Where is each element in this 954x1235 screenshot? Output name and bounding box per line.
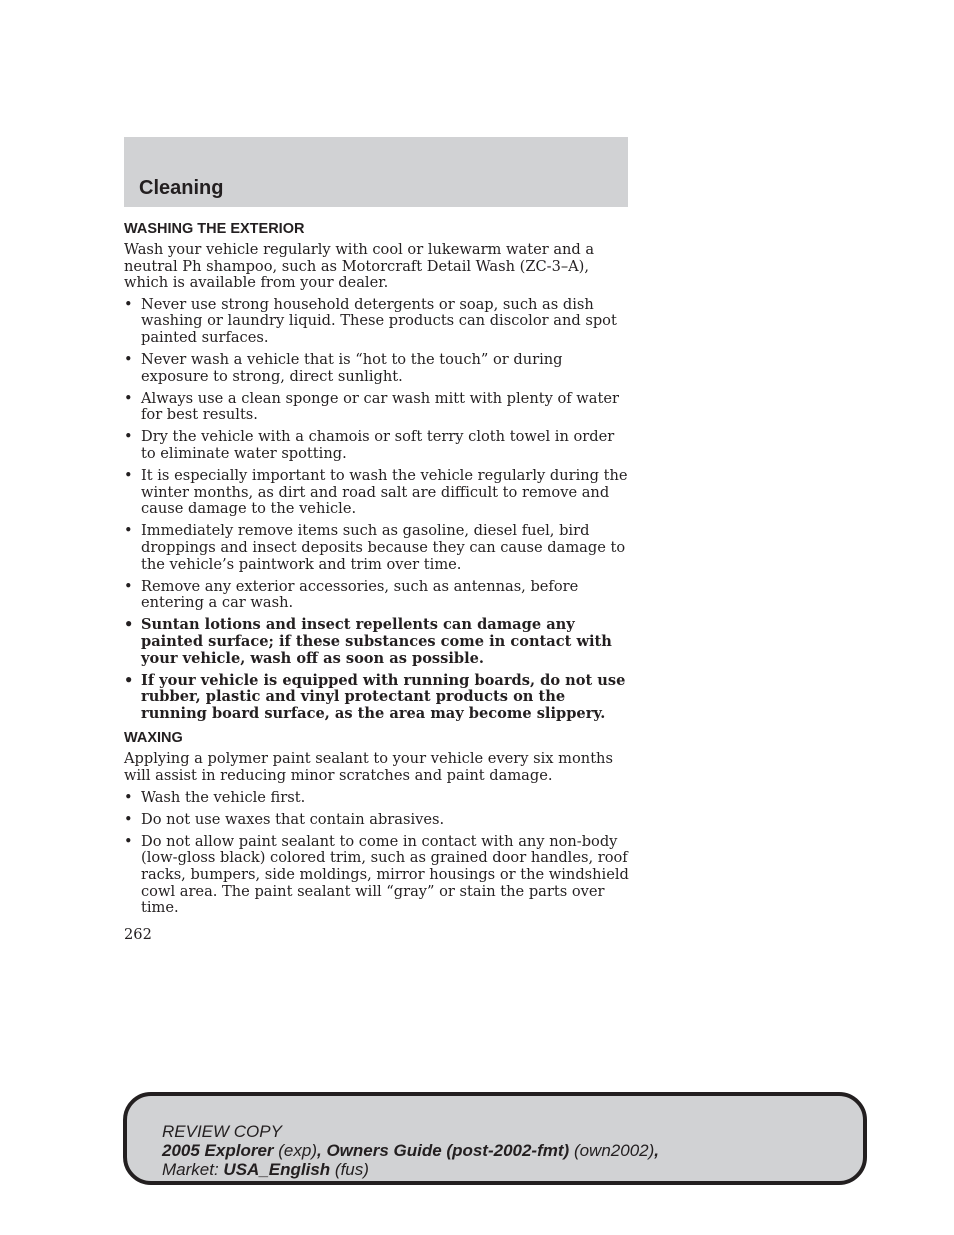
list-item: • Remove any exterior accessories, such as antennas, before entering a car wash. — [124, 577, 579, 612]
list-item: • Dry the vehicle with a chamois or soft terry cloth towel in order to eliminate water spotting. — [124, 428, 615, 463]
review-copy-text — [162, 1122, 659, 1179]
review-market-line — [162, 1160, 659, 1179]
review-model: 2005 Explorer — [162, 1141, 274, 1160]
review-model-code: (exp) — [278, 1141, 317, 1160]
list-item: • Do not use waxes that contain abrasives. — [124, 810, 445, 828]
warning-list-item: • If your vehicle is equipped with running boards, do not use rubber, plastic and vinyl protectant products on the running board surface, as the area may become slippery. — [124, 671, 626, 722]
section-header-band — [124, 137, 628, 207]
review-label: REVIEW COPY — [162, 1122, 282, 1141]
list-item: • Always use a clean sponge or car wash mitt with plenty of water for best results. — [124, 389, 619, 424]
review-guide-code: (own2002) — [573, 1141, 655, 1160]
bullet-icon: • — [124, 351, 133, 369]
bullet-icon: • — [124, 428, 133, 446]
review-copy-box — [123, 1092, 867, 1185]
waxing-heading: WAXING — [124, 730, 183, 747]
washing-bullet-list — [124, 297, 630, 723]
review-guide: Owners Guide (post-2002-fmt) — [326, 1141, 570, 1160]
bullet-icon: • — [124, 810, 133, 828]
bullet-icon: • — [124, 671, 134, 689]
bullet-icon: • — [124, 389, 133, 407]
list-item: • It is especially important to wash the vehicle regularly during the winter months, as dirt and road salt are difficult to remove and cause damage to the vehicle. — [124, 467, 628, 518]
washing-intro: Wash your vehicle regularly with cool or lukewarm water and a neutral Ph shampoo, such as Motorcraft Detail Wash (ZC-3–A), which is available from your dealer. — [124, 241, 595, 292]
page-content — [124, 221, 630, 925]
list-item: • Never use strong household detergents or soap, such as dish washing or laundry liquid. These products can discolor and spot painted surfaces. — [124, 295, 617, 346]
review-market: USA_English — [223, 1160, 331, 1179]
bullet-icon: • — [124, 467, 133, 485]
washing-heading: WASHING THE EXTERIOR — [124, 221, 305, 237]
list-item: • Do not allow paint sealant to come in contact with any non-body (low-gloss black) colored trim, such as grained door handles, roof racks, bumpers, side moldings, mirror housings or the windshield cowl area. The paint sealant will “gray” or stain the parts over time. — [124, 832, 629, 917]
bullet-icon: • — [124, 295, 133, 313]
section-title: Cleaning — [139, 177, 224, 199]
waxing-intro: Applying a polymer paint sealant to your vehicle every six months will assist in reducing minor scratches and paint damage. — [124, 750, 613, 785]
list-item: • Immediately remove items such as gasoline, diesel fuel, bird droppings and insect deposits because they can cause damage to the vehicle’s paintwork and trim over time. — [124, 522, 626, 573]
bullet-icon: • — [124, 616, 134, 634]
warning-list-item: • Suntan lotions and insect repellents can damage any painted surface; if these substances come in contact with your vehicle, wash off as soon as possible. — [124, 616, 612, 667]
list-item: • Wash the vehicle first. — [124, 788, 306, 806]
page-number: 262 — [124, 926, 152, 943]
review-market-label: Market: — [162, 1160, 219, 1179]
review-product-line: 2005 Explorer (exp), Owners Guide (post-2002-fmt) (own2002), — [162, 1141, 659, 1160]
bullet-icon: • — [124, 522, 133, 540]
bullet-icon: • — [124, 577, 133, 595]
review-market-code: (fus) — [334, 1160, 369, 1179]
bullet-icon: • — [124, 788, 133, 806]
list-item: • Never wash a vehicle that is “hot to the touch” or during exposure to strong, direct sunlight. — [124, 351, 563, 385]
waxing-bullet-list — [124, 790, 630, 917]
bullet-icon: • — [124, 832, 133, 850]
